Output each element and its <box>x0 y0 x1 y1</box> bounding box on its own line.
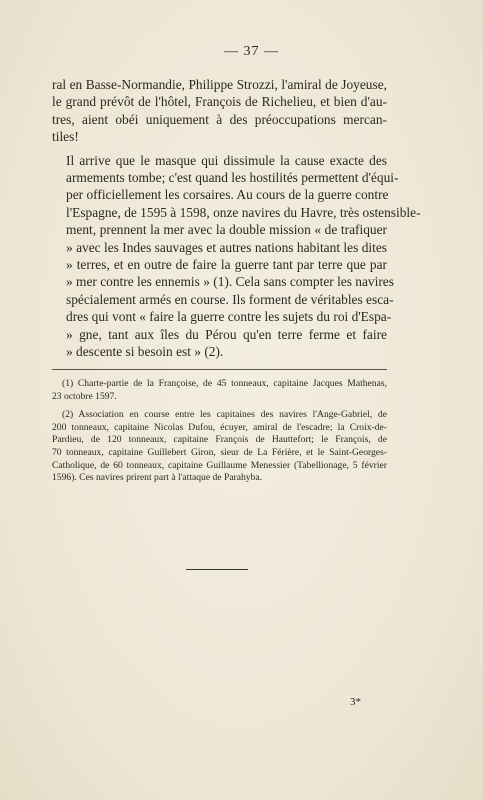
text-line: tiles! <box>52 129 79 145</box>
text-line: armements tombe; c'est quand les hostilités permettent d'équi- <box>66 170 399 186</box>
footnote-2 <box>52 409 387 485</box>
text-line: dres qui vont « faire la guerre contre les sujets du roi d'Espa- <box>66 309 392 325</box>
text-line: » mer contre les ennemis » (1). Cela sans compter les navires <box>66 274 394 290</box>
text-line: » descente si besoin est » (2). <box>66 344 224 360</box>
text-line: tres, aient obéi uniquement à des préoccupations mercan- <box>52 111 387 127</box>
footnotes <box>52 378 387 491</box>
text-line: le grand prévôt de l'hôtel, François de Richelieu, et bien d'au- <box>52 94 387 110</box>
footnote-line: (1) Charte-partie de la Françoise, de 45 tonneaux, capitaine Jacques Mathenas, <box>62 378 387 389</box>
end-rule <box>186 569 248 570</box>
text-line: » terres, et en outre de faire la guerre tant par terre que par <box>66 257 387 273</box>
body-text <box>52 76 421 361</box>
footnote-line: 1596). Ces navires prirent part à l'attaque de Parahyba. <box>52 472 263 484</box>
footnote-line: 70 tonneaux, capitaine Guillebert Giron, sieur de La Férière, et le Saint-Georges- <box>52 446 387 458</box>
footnote-1 <box>52 378 387 403</box>
page-number: — 37 — <box>224 44 279 59</box>
text-line: l'Espagne, de 1595 à 1598, onze navires du Havre, très ostensible- <box>66 204 421 220</box>
text-line: » gne, tant aux îles du Pérou qu'en terre ferme et faire <box>66 326 387 342</box>
footnote-separator <box>52 369 387 370</box>
text-line: » avec les Indes sauvages et autres nations habitant les dites <box>66 239 387 255</box>
footnote-line: Catholique, de 60 tonneaux, capitaine Guillaume Menessier (Tabellionage, 5 février <box>52 459 387 471</box>
footnote-line: Pardieu, de 120 tonneaux, capitaine François de Hauttefort; le François, de <box>52 434 387 446</box>
text-line: ral en Basse-Normandie, Philippe Strozzi, l'amiral de Joyeuse, <box>52 77 387 92</box>
footnote-line: 200 tonneaux, capitaine Nicolas Dufou, écuyer, amiral de l'escadre; la Croix-de- <box>52 421 387 433</box>
text-line: per officiellement les corsaires. Au cours de la guerre contre <box>66 187 389 203</box>
footnote-line: (2) Association en course entre les capitaines des navires l'Ange-Gabriel, de <box>62 409 387 421</box>
text-line: ment, prennent la mer avec la double mission « de trafiquer <box>66 222 387 238</box>
signature-mark: 3* <box>350 696 361 708</box>
paragraph-2 <box>52 152 421 361</box>
paragraph-1 <box>52 76 387 146</box>
text-line: spécialement armés en course. Ils forment de véritables esca- <box>66 291 394 307</box>
text-line: Il arrive que le masque qui dissimule la cause exacte des <box>66 152 387 168</box>
footnote-line: 23 octobre 1597. <box>52 390 117 402</box>
